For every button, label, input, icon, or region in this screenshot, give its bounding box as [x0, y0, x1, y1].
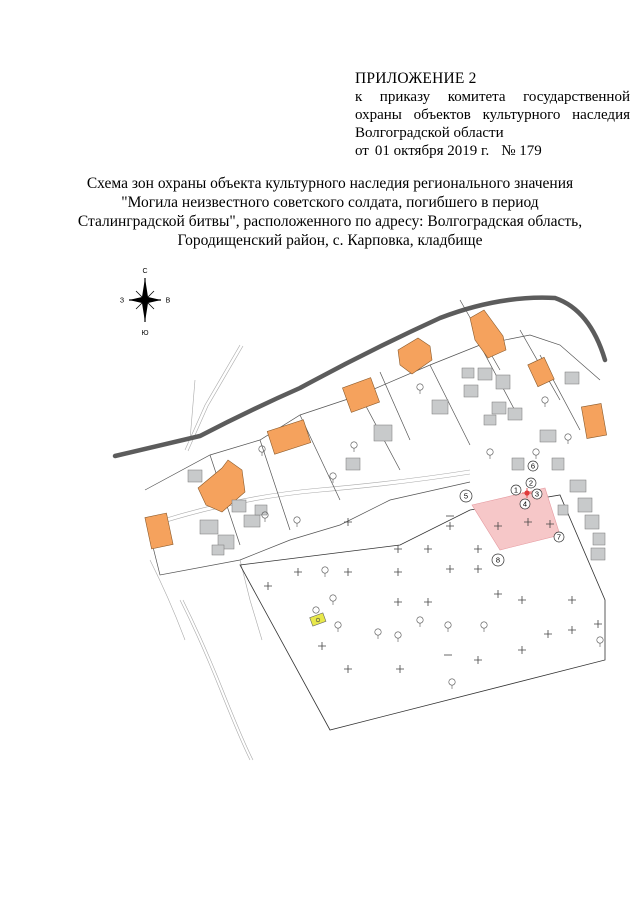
memorial-marker [310, 607, 326, 626]
scheme-title-line-4: Городищенский район, с. Карповка, кладбище [177, 232, 483, 249]
compass-north: С [142, 268, 148, 275]
protection-zone [472, 485, 560, 550]
point-5 [460, 490, 472, 502]
date-prefix: от [355, 143, 369, 159]
point-3 [532, 489, 542, 499]
order-number: № 179 [501, 143, 542, 159]
appendix-line-1: к приказу комитета государственной [355, 89, 630, 105]
compass-east: В [165, 297, 171, 305]
main-road [115, 298, 605, 456]
svg-text:4: 4 [522, 499, 528, 509]
point-7 [554, 532, 564, 542]
scheme-title-line-2: "Могила неизвестного советского солдата, погибшего в период [121, 194, 539, 211]
svg-text:7: 7 [556, 532, 562, 542]
scheme-title-line-1: Схема зон охраны объекта культурного наследия регионального значения [86, 175, 574, 192]
point-6 [528, 461, 538, 471]
order-date: 01 октября 2019 г. [374, 143, 490, 159]
point-4 [520, 499, 530, 509]
compass-rose [120, 268, 171, 337]
svg-text:8: 8 [495, 555, 501, 565]
scheme-title-line-3: Сталинградской битвы", расположенного по адресу: Волгоградская область, [77, 213, 583, 230]
compass-west: З [119, 297, 125, 305]
compass-south: Ю [141, 330, 149, 337]
svg-text:6: 6 [530, 461, 536, 471]
svg-text:5: 5 [463, 491, 469, 501]
svg-text:3: 3 [534, 489, 540, 499]
svg-text:2: 2 [528, 478, 534, 488]
appendix-line-2: охраны объектов культурного наследия [355, 107, 630, 123]
appendix-title: ПРИЛОЖЕНИЕ 2 [355, 70, 477, 87]
point-1 [511, 485, 521, 495]
point-8 [492, 554, 504, 566]
dirt-paths [150, 345, 470, 760]
svg-text:1: 1 [513, 485, 519, 495]
appendix-line-3: Волгоградской области [355, 125, 504, 141]
point-2 [526, 478, 536, 488]
